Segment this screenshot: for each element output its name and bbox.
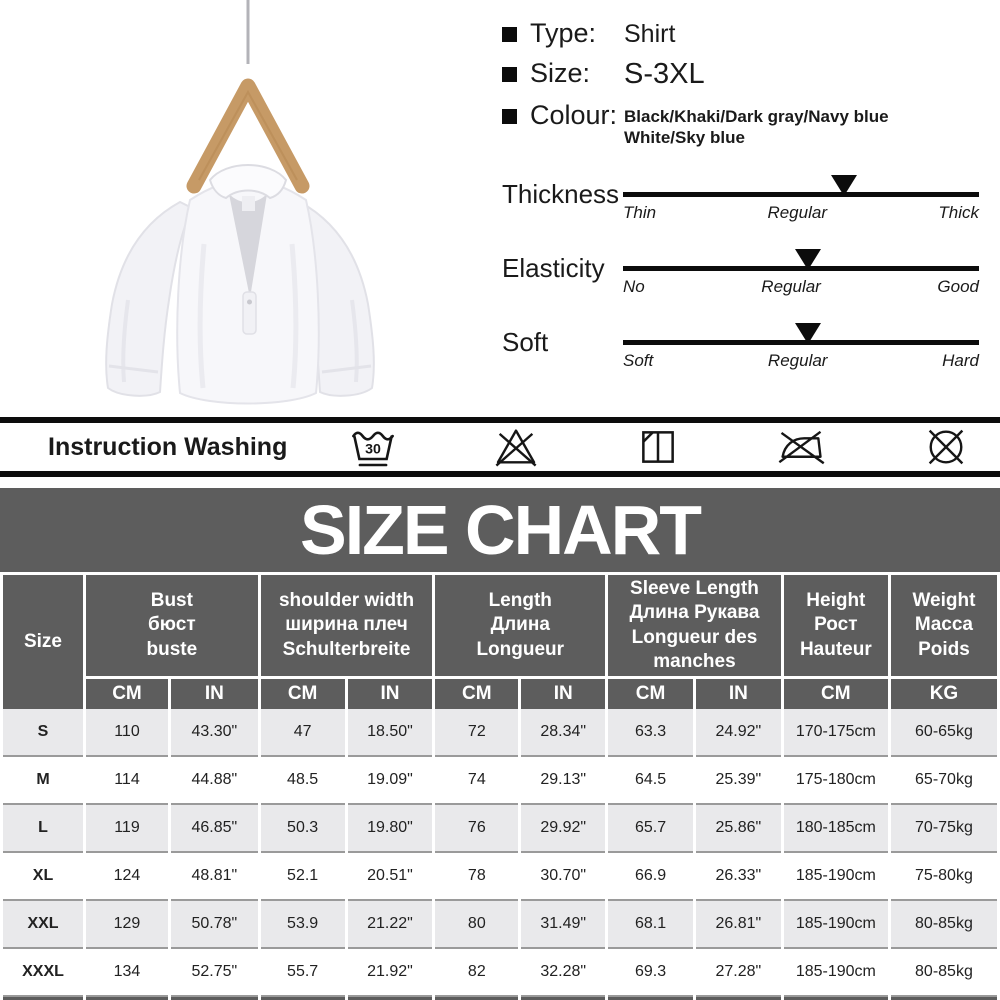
- colour-label: Colour:: [530, 100, 618, 130]
- unit-cell: IN: [521, 679, 605, 709]
- scale-left: Soft: [623, 350, 654, 370]
- collar-label: [242, 196, 255, 211]
- unit-cell: IN: [171, 679, 258, 709]
- table-cell: 53.9: [261, 901, 345, 949]
- header-line: Length: [488, 590, 552, 612]
- unit-cell: CM: [261, 679, 345, 709]
- table-cell: 50.3: [261, 805, 345, 853]
- scale-left: No: [623, 276, 645, 296]
- table-cell: 74: [435, 757, 518, 805]
- table-cell: 43.30": [171, 709, 258, 757]
- scale-center: Regular: [767, 350, 828, 370]
- wash-temp: 30: [365, 441, 382, 458]
- header-line: Рост: [814, 614, 858, 636]
- table-cell: 76: [435, 805, 518, 853]
- washing-label: Instruction Washing: [48, 432, 288, 461]
- washing-icons: [349, 423, 970, 471]
- table-cell: 119: [86, 805, 168, 853]
- unit-cell: IN: [348, 679, 433, 709]
- table-cell: 44.88": [171, 757, 258, 805]
- do-not-dry-clean-icon: [922, 423, 970, 471]
- slider-track-wrap: [623, 327, 979, 371]
- slider-name: Elasticity: [502, 252, 605, 283]
- table-row: [3, 757, 997, 805]
- table-row: [3, 805, 997, 853]
- table-cell: 69.3: [608, 949, 693, 997]
- table-cell: 30.70": [521, 853, 605, 901]
- slider-track: [623, 340, 979, 345]
- table-cell: 24.92": [696, 709, 781, 757]
- table-cell: 50.78": [171, 901, 258, 949]
- table-row: [3, 853, 997, 901]
- header-line: Poids: [918, 638, 970, 660]
- table-cell: 175-180cm: [784, 757, 888, 805]
- size-table-body: [3, 709, 997, 1000]
- table-cell: 78: [435, 853, 518, 901]
- size-chart-banner: [0, 488, 1000, 572]
- size-chart-table: [0, 575, 1000, 1000]
- slider-name: Thickness: [502, 178, 620, 209]
- table-cell: 124: [86, 853, 168, 901]
- header-group-row: [3, 575, 997, 679]
- table-cell: 52.1: [261, 853, 345, 901]
- size-cell: M: [3, 757, 83, 805]
- table-cell: 66.9: [608, 853, 693, 901]
- do-not-bleach-icon: [492, 423, 540, 471]
- table-cell: 55.7: [261, 949, 345, 997]
- square-bullet-icon: [502, 67, 517, 82]
- header-line: Schulterbreite: [282, 638, 411, 660]
- header-line: Macca: [914, 614, 973, 636]
- slider-marker: [795, 323, 821, 344]
- size-cell: XXXL: [3, 949, 83, 997]
- table-cell: 129: [86, 901, 168, 949]
- header-line: Sleeve Length: [630, 578, 759, 599]
- col-header-size: [3, 575, 83, 709]
- size-chart-title: SIZE CHART: [300, 491, 700, 569]
- colour-value: [624, 106, 889, 149]
- table-cell: 68.1: [608, 901, 693, 949]
- spec-type: [502, 18, 990, 49]
- scale-right: Thick: [938, 202, 979, 222]
- table-cell: 80: [435, 901, 518, 949]
- header-line: Длина: [490, 614, 550, 636]
- table-cell: 27.28": [696, 949, 781, 997]
- slider-track-wrap: [623, 179, 979, 223]
- table-cell: 29.13": [521, 757, 605, 805]
- table-cell: 19.80": [348, 805, 433, 853]
- square-bullet-icon: [502, 27, 517, 42]
- unit-cell: CM: [784, 679, 888, 709]
- unit-cell: CM: [608, 679, 693, 709]
- slider-name: Soft: [502, 326, 549, 357]
- col-header-bust: [86, 575, 258, 679]
- table-cell: 65-70kg: [891, 757, 997, 805]
- scale-right: Hard: [942, 350, 979, 370]
- header-line: Hauteur: [799, 638, 872, 660]
- table-cell: 26.33": [696, 853, 781, 901]
- table-cell: 80-85kg: [891, 949, 997, 997]
- top-section: [0, 0, 1000, 417]
- slider-soft: [502, 327, 990, 371]
- drip-dry-icon: [635, 424, 681, 470]
- size-cell: XXL: [3, 901, 83, 949]
- table-cell: 26.81": [696, 901, 781, 949]
- header-units-row: [3, 679, 997, 709]
- table-row: [3, 709, 997, 757]
- header-line: Height: [806, 590, 866, 612]
- table-cell: 29.92": [521, 805, 605, 853]
- size-cell: S: [3, 709, 83, 757]
- spec-colour: [502, 100, 990, 149]
- do-not-iron-icon: [775, 423, 827, 471]
- col-header-shoulder-width: [261, 575, 433, 679]
- header-line: Bust: [150, 590, 193, 612]
- col-header-sleeve-length: [608, 575, 781, 679]
- size-cell: XL: [3, 853, 83, 901]
- table-cell: 82: [435, 949, 518, 997]
- table-cell: 60-65kg: [891, 709, 997, 757]
- unit-cell: KG: [891, 679, 997, 709]
- washing-instructions-bar: [0, 417, 1000, 477]
- type-value: Shirt: [624, 20, 676, 48]
- table-cell: 32.28": [521, 949, 605, 997]
- colour-line1: Black/Khaki/Dark gray/Navy blue: [624, 107, 889, 126]
- table-cell: 25.86": [696, 805, 781, 853]
- size-label: Size:: [530, 58, 591, 88]
- placket: [243, 292, 256, 334]
- table-row: [3, 949, 997, 997]
- header-line: buste: [146, 638, 198, 660]
- table-cell: 19.09": [348, 757, 433, 805]
- size-cell: L: [3, 805, 83, 853]
- table-cell: 47: [261, 709, 345, 757]
- table-cell: 110: [86, 709, 168, 757]
- table-cell: 70-75kg: [891, 805, 997, 853]
- unit-cell: CM: [86, 679, 168, 709]
- header-line: Longueur: [476, 638, 565, 660]
- slider-marker: [831, 175, 857, 196]
- slider-scale-labels: [623, 277, 979, 297]
- product-details: [480, 0, 1000, 417]
- size-value: S-3XL: [624, 58, 705, 90]
- table-row: [3, 901, 997, 949]
- machine-wash-30-icon: [349, 423, 397, 471]
- table-cell: 80-85kg: [891, 901, 997, 949]
- spec-size: [502, 58, 990, 91]
- table-cell: 31.49": [521, 901, 605, 949]
- table-cell: 170-175cm: [784, 709, 888, 757]
- col-header-height: [784, 575, 888, 679]
- slider-track: [623, 192, 979, 197]
- unit-cell: IN: [696, 679, 781, 709]
- slider-scale-labels: [623, 351, 979, 371]
- slider-scale-labels: [623, 203, 979, 223]
- col-header-weight: [891, 575, 997, 679]
- slider-marker: [795, 249, 821, 270]
- col-header-length: [435, 575, 605, 679]
- slider-track: [623, 266, 979, 271]
- table-cell: 25.39": [696, 757, 781, 805]
- colour-line2: White/Sky blue: [624, 128, 745, 148]
- table-cell: 20.51": [348, 853, 433, 901]
- table-cell: 46.85": [171, 805, 258, 853]
- type-label: Type:: [530, 18, 597, 48]
- table-cell: 134: [86, 949, 168, 997]
- table-cell: 21.92": [348, 949, 433, 997]
- table-cell: 185-190cm: [784, 901, 888, 949]
- unit-cell: CM: [435, 679, 518, 709]
- header-line: бюст: [148, 614, 196, 636]
- table-cell: 52.75": [171, 949, 258, 997]
- table-cell: 65.7: [608, 805, 693, 853]
- table-cell: 63.3: [608, 709, 693, 757]
- slider-track-wrap: [623, 253, 979, 297]
- scale-center: Regular: [761, 276, 821, 296]
- table-cell: 18.50": [348, 709, 433, 757]
- table-cell: 48.81": [171, 853, 258, 901]
- slider-thickness: [502, 179, 990, 223]
- table-cell: 185-190cm: [784, 949, 888, 997]
- header-line: shoulder width: [278, 590, 415, 612]
- scale-center: Regular: [767, 202, 827, 222]
- scale-right: Good: [937, 276, 979, 296]
- table-cell: 21.22": [348, 901, 433, 949]
- scale-left: Thin: [623, 202, 657, 222]
- table-cell: 64.5: [608, 757, 693, 805]
- table-cell: 185-190cm: [784, 853, 888, 901]
- table-cell: 180-185cm: [784, 805, 888, 853]
- square-bullet-icon: [502, 109, 517, 124]
- table-cell: 72: [435, 709, 518, 757]
- header-line: Длина Рукава: [629, 602, 760, 624]
- button: [247, 300, 252, 305]
- header-line: Size: [23, 630, 63, 652]
- header-line: Longueur des manches: [631, 626, 758, 672]
- product-photo: [0, 0, 480, 417]
- table-cell: 75-80kg: [891, 853, 997, 901]
- shirt-illustration: [0, 0, 480, 417]
- header-line: ширина плеч: [285, 614, 408, 636]
- header-line: Weight: [912, 590, 976, 612]
- table-cell: 114: [86, 757, 168, 805]
- slider-elasticity: [502, 253, 990, 297]
- table-cell: 48.5: [261, 757, 345, 805]
- table-cell: 28.34": [521, 709, 605, 757]
